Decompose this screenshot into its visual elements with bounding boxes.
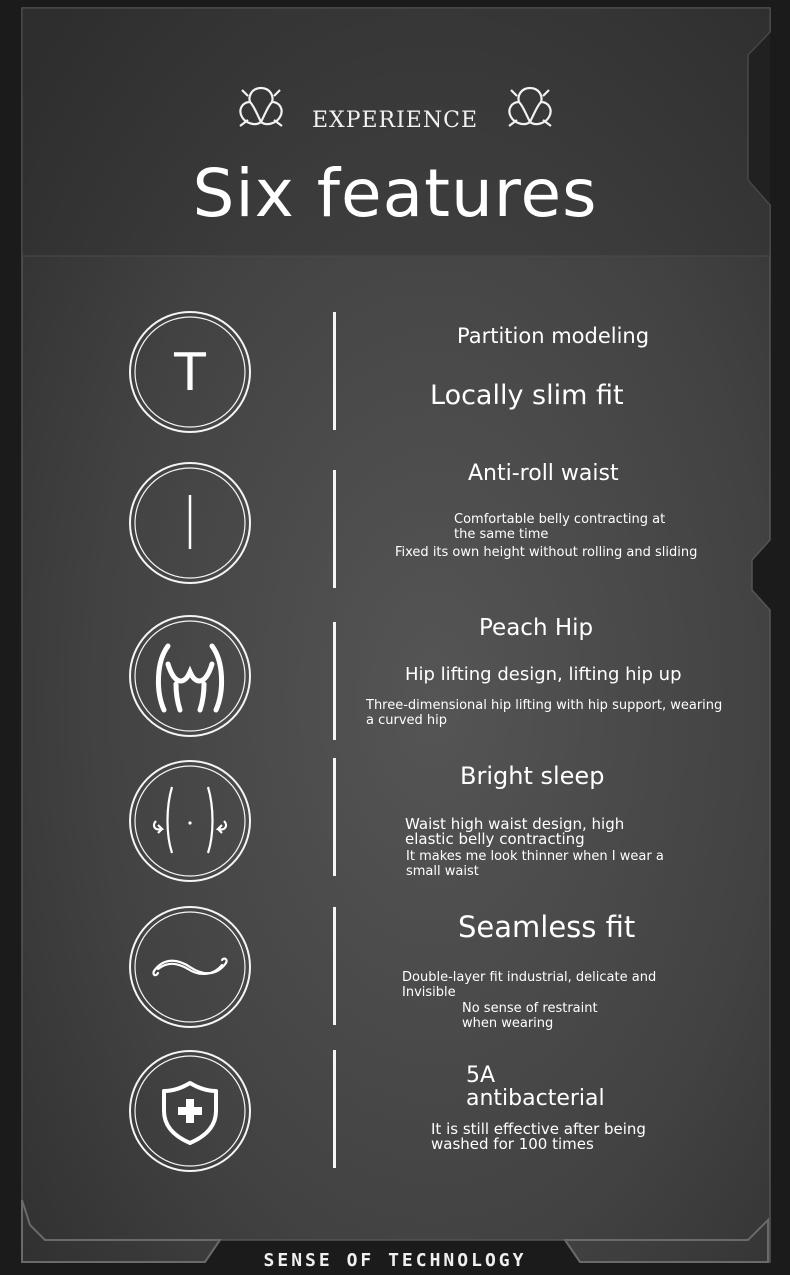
divider-line bbox=[333, 622, 336, 740]
feature-text: It makes me look thinner when I wear a small waist bbox=[406, 849, 664, 879]
vertical-bar-icon bbox=[128, 461, 252, 585]
feature-text: Double-layer fit industrial, delicate and Invisible bbox=[402, 970, 657, 1000]
feature-subtitle: Hip lifting design, lifting hip up bbox=[405, 664, 682, 685]
feature-text: Three-dimensional hip lifting with hip support, wearing a curved hip bbox=[366, 698, 723, 728]
divider-line bbox=[333, 1050, 336, 1168]
page-title: Six features bbox=[192, 155, 598, 232]
feature-text: Waist high waist design, high elastic belly contracting bbox=[405, 815, 625, 848]
divider-line bbox=[333, 907, 336, 1025]
footer-label: SENSE OF TECHNOLOGY bbox=[263, 1250, 527, 1271]
letter-t-icon bbox=[128, 310, 252, 434]
divider-line bbox=[333, 312, 336, 430]
wave-icon bbox=[128, 905, 252, 1029]
feature-text: Fixed its own height without rolling and sliding bbox=[395, 545, 698, 560]
svg-text:T: T bbox=[174, 343, 206, 403]
feature-title: Bright sleep bbox=[460, 762, 605, 790]
feature-title: Peach Hip bbox=[479, 615, 594, 641]
feature-title: antibacterial bbox=[466, 1086, 605, 1111]
feature-text: No sense of restraint when wearing bbox=[462, 1001, 598, 1031]
feature-title: Seamless fit bbox=[458, 910, 636, 944]
divider-line bbox=[333, 758, 336, 876]
feature-title: Anti-roll waist bbox=[468, 461, 619, 486]
feature-title: 5A bbox=[466, 1063, 496, 1088]
feature-title: Partition modeling bbox=[457, 324, 650, 348]
experience-label: EXPERIENCE bbox=[311, 108, 479, 133]
feature-text: the same time bbox=[454, 527, 549, 542]
feature-text: It is still effective after being washed for 100 times bbox=[431, 1120, 646, 1153]
waist-contour-icon bbox=[128, 759, 252, 883]
feature-subtitle: Locally slim fit bbox=[430, 380, 624, 411]
divider-line bbox=[333, 470, 336, 588]
feature-text: Comfortable belly contracting at bbox=[454, 512, 666, 527]
shield-cross-icon bbox=[128, 1049, 252, 1173]
hip-shape-icon bbox=[128, 614, 252, 738]
